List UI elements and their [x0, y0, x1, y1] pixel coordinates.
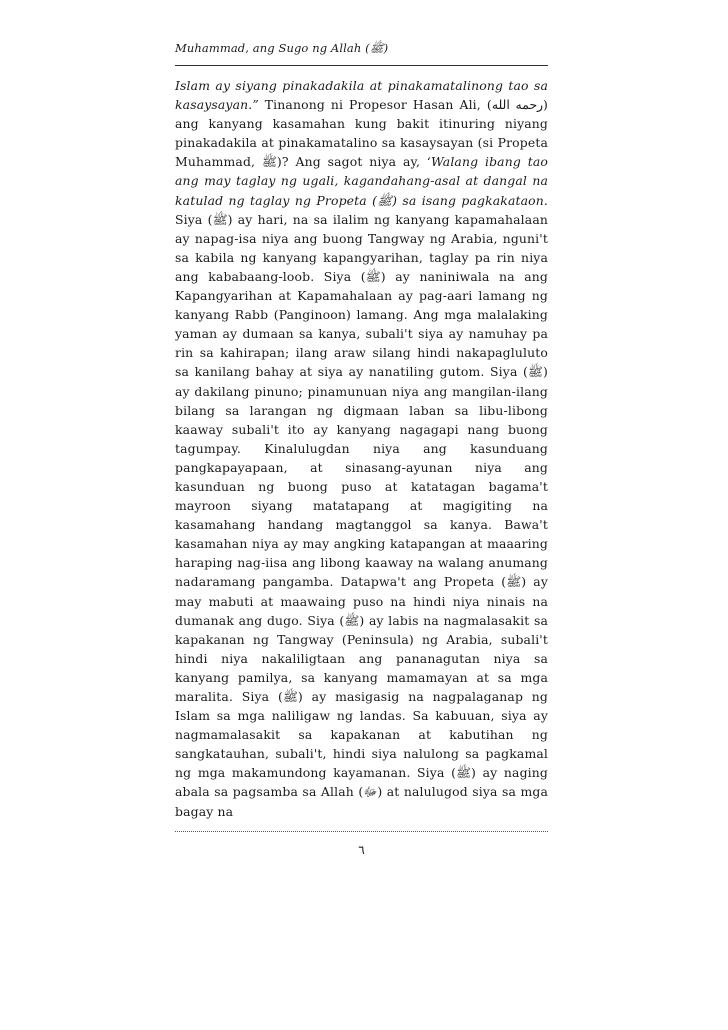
body-text-segment-2: . Siya (ﷺ) ay hari, na sa ilalim ng kanyang kapamahalaan ay napag-isa niya ang buong Tangway ng Arabia, nguni't sa kabila ng kanyang kapangyarihan, taglay pa rin niya ang kababaang-loob. Siya (ﷺ) ay naniniwala na ang Kapangyarihan at Kapamahalaan ay pag-aari lamang ng kanyang Rabb (Panginoon) lamang. Ang mga malalaking yaman ay dumaan sa kanya, subali't siya ay namuhay pa rin sa kahirapan; ilang araw silang hindi nakapagluluto sa kanilang bahay at siya ay nanatiling gutom. Siya (ﷺ) ay dakilang pinuno; pinamunuan niya ang mangilan-ilang bilang sa larangan ng digmaan laban sa libu-libong kaaway subali't ito ay kanyang nagagapi nang buong tagumpay. Kinalulugdan niya ang kasunduang pangkapayapaan, at sinasang-ayunan niya ang kasunduan ng buong puso at katatagan bagama't mayroon siyang matatapang at magigiting na kasamahang handang magtanggol sa kanya. Bawa't kasamahan niya ay may angking katapangan at maaaring haraping nag-iisa ang libong kaaway na walang anumang nadaramang pangamba. Datapwa't ang Propeta (ﷺ) ay may mabuti at maawaing puso na hindi niya ninais na dumanak ang dugo. Siya (ﷺ) ay labis na nagmalasakit sa kapakanan ng Tangway (Peninsula) ng Arabia, subali't hindi niya nakaliligtaan ang pananagutan niya sa kanyang pamilya, sa kanyang mamamayan at sa mga maralita. Siya (ﷺ) ay masigasig na nagpalaganap ng Islam sa mga naliligaw ng landas. Sa kabuuan, siya ay nagmamalasakit sa kapakanan at kabutihan ng sangkatauhan, subali't, hindi siya nalulong sa pagkamal ng mga makamundong kayamanan. Siya (ﷺ) ay naging abala sa pagsamba sa Allah (ﷻ) at nalulugod siya sa mga bagay na: [175, 192, 548, 819]
page-number: ٦: [358, 842, 365, 857]
quote-italic: Islam ay siyang pinakadakila at pinakamatalinong tao sa kasaysayan.”: [175, 78, 548, 113]
answer-italic: ‘Walang ibang tao ang may taglay ng ugali, kagandahang-asal at dangal na katulad ng taglay ng Propeta (ﷺ) sa isang pagkakataon: [175, 154, 548, 208]
body-text: [175, 76, 548, 821]
footer-divider: [175, 831, 548, 832]
document-page: [175, 40, 548, 858]
header-divider: [175, 65, 548, 66]
body-paragraph: [175, 76, 548, 821]
body-text-segment-1: Tinanong ni Propesor Hasan Ali, (رحمه الله) ang kanyang kasamahan kung bakit itinuring niyang pinakadakila at pinakamatalino sa kasaysayan (si Propeta Muhammad, ﷺ)? Ang sagot niya ay,: [175, 97, 548, 170]
running-header: Muhammad, ang Sugo ng Allah (ﷺ): [175, 41, 389, 55]
